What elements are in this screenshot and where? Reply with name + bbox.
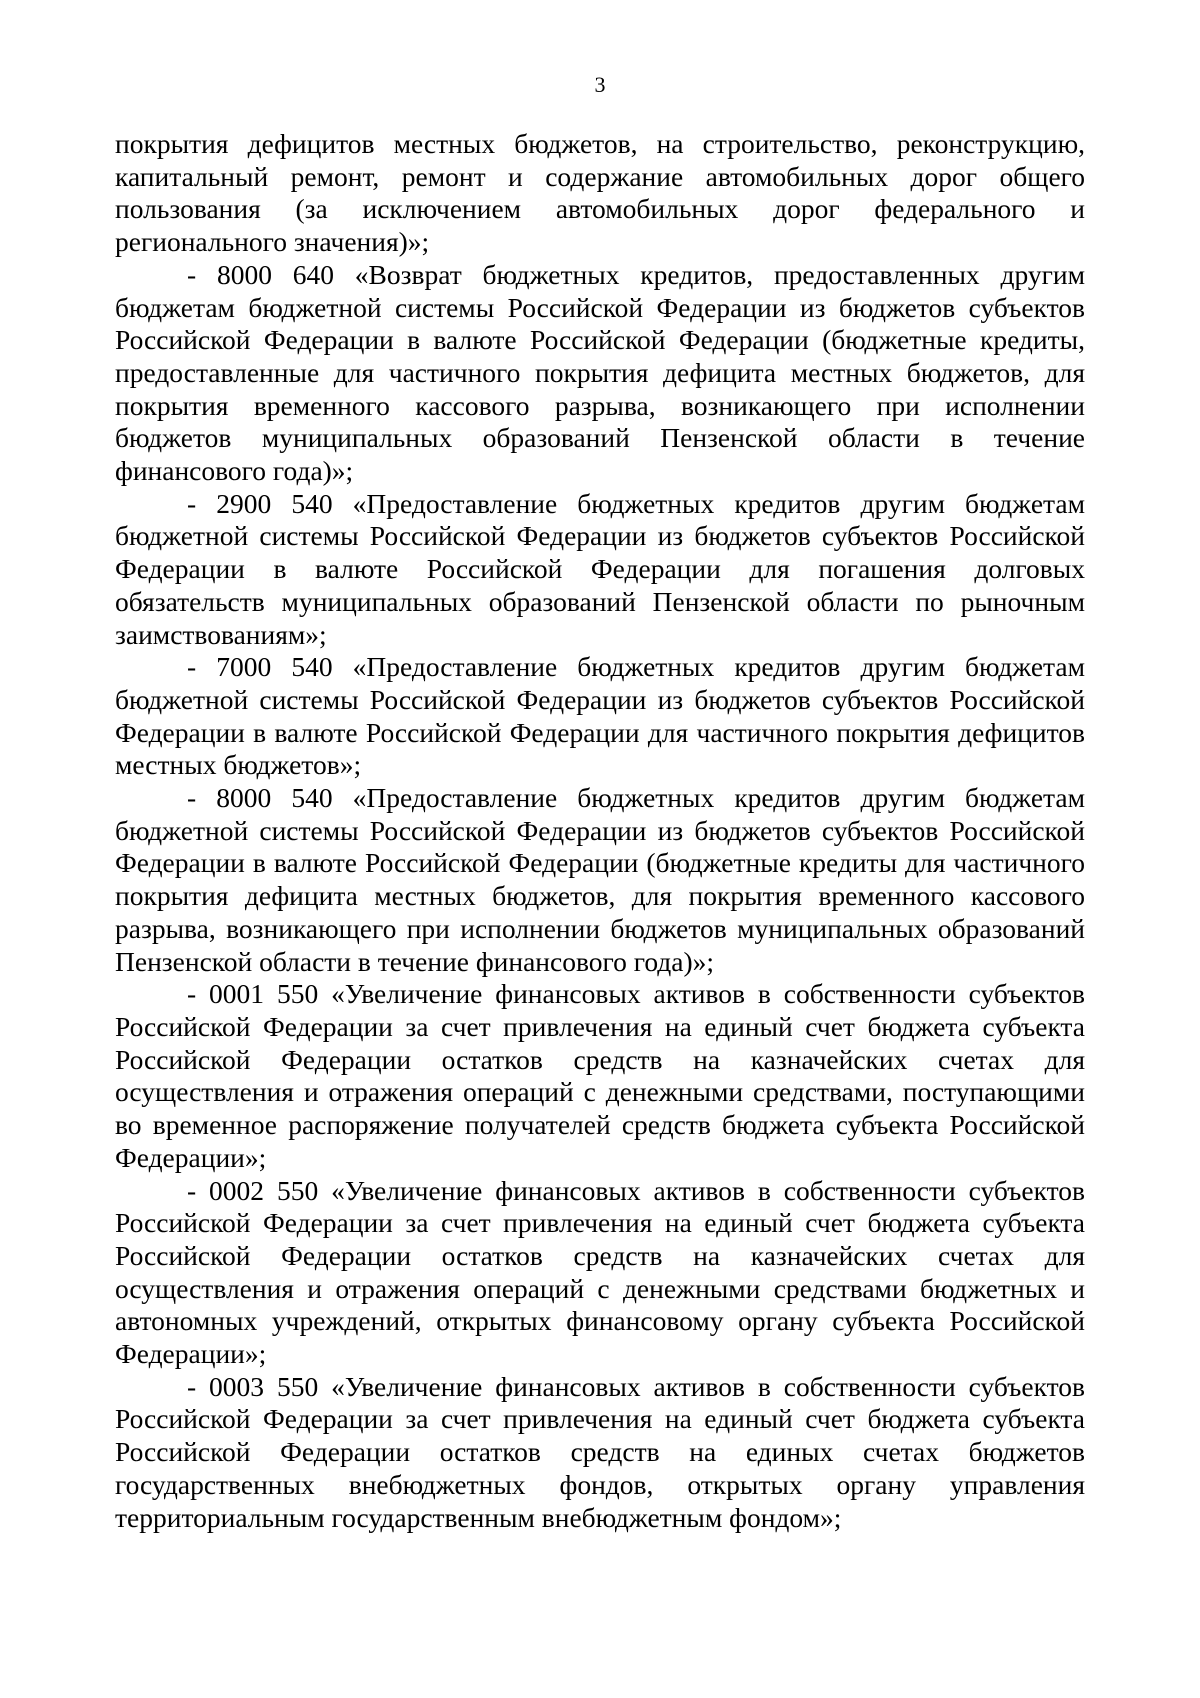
paragraph-code-0003-550: - 0003 550 «Увеличение финансовых активов в собственности субъектов Российской Федерации за счет привлечения на единый счет бюджета субъекта Российской Федерации остатков средств на единых счетах бюджетов государственных внебюджетных фондов, открытых органу управления территориальным государственным внебюджетным фондом»; [115,1370,1085,1533]
paragraph-code-8000-640: - 8000 640 «Возврат бюджетных кредитов, предоставленных другим бюджетам бюджетной системы Российской Федерации из бюджетов субъектов Российской Федерации в валюте Российской Федерации (бюджетные кредиты, предоставленные для частичного покрытия дефицита местных бюджетов, для покрытия временного кассового разрыва, возникающего при исполнении бюджетов муниципальных образований Пензенской области в течение финансового года)»; [115,258,1085,487]
paragraph-code-7000-540: - 7000 540 «Предоставление бюджетных кредитов другим бюджетам бюджетной системы Российской Федерации из бюджетов субъектов Российской Федерации в валюте Российской Федерации для частичного покрытия дефицитов местных бюджетов»; [115,651,1085,781]
paragraph-code-0002-550: - 0002 550 «Увеличение финансовых активов в собственности субъектов Российской Федерации за счет привлечения на единый счет бюджета субъекта Российской Федерации остатков средств на казначейских счетах для осуществления и отражения операций с денежными средствами бюджетных и автономных учреждений, открытых финансовому органу субъекта Российской Федерации»; [115,1174,1085,1370]
document-body [115,128,1085,1534]
paragraph-code-0001-550: - 0001 550 «Увеличение финансовых активов в собственности субъектов Российской Федерации за счет привлечения на единый счет бюджета субъекта Российской Федерации остатков средств на казначейских счетах для осуществления и отражения операций с денежными средствами, поступающими во временное распоряжение получателей средств бюджета субъекта Российской Федерации»; [115,978,1085,1173]
page-number: 3 [594,72,606,97]
paragraph-code-8000-540: - 8000 540 «Предоставление бюджетных кредитов другим бюджетам бюджетной системы Российской Федерации из бюджетов субъектов Российской Федерации в валюте Российской Федерации (бюджетные кредиты для частичного покрытия дефицита местных бюджетов, для покрытия временного кассового разрыва, возникающего при исполнении бюджетов муниципальных образований Пензенской области в течение финансового года)»; [115,782,1085,977]
paragraph-code-2900-540: - 2900 540 «Предоставление бюджетных кредитов другим бюджетам бюджетной системы Российской Федерации из бюджетов субъектов Российской Федерации в валюте Российской Федерации для погашения долговых обязательств муниципальных образований Пензенской области по рыночным заимствованиям»; [115,487,1085,650]
paragraph-continuation: покрытия дефицитов местных бюджетов, на строительство, реконструкцию, капитальный ремонт, ремонт и содержание автомобильных дорог общего пользования (за исключением автомобильных дорог федерального и регионального значения)»; [115,128,1085,258]
